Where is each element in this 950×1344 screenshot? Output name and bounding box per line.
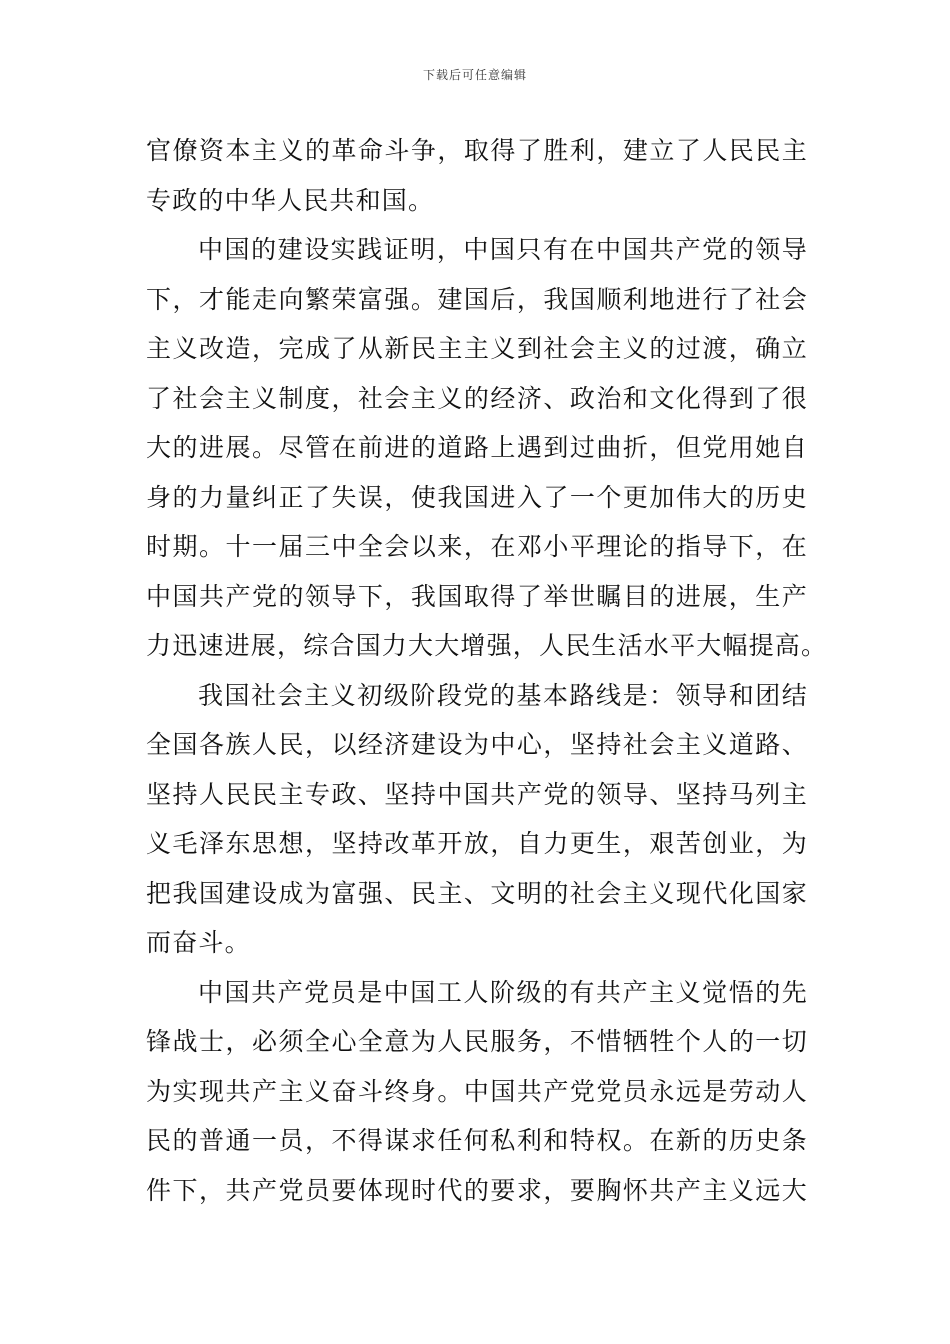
body-text <box>146 126 828 1215</box>
text-line: 锋战士，必须全心全意为人民服务，不惜牺牲个人的一切 <box>146 1027 808 1056</box>
text-line: 为实现共产主义奋斗终身。中国共产党党员永远是劳动人 <box>146 1076 808 1106</box>
text-line: 我国社会主义初级阶段党的基本路线是：领导和团结 <box>198 680 808 710</box>
text-line: 大的进展。尽管在前进的道路上遇到过曲折，但党用她自 <box>146 433 808 462</box>
text-line: 中国共产党员是中国工人阶级的有共产主义觉悟的先 <box>198 977 808 1007</box>
text-line: 力迅速进展，综合国力大大增强，人民生活水平大幅提高。 <box>146 631 828 660</box>
text-line: 下，才能走向繁荣富强。建国后，我国顺利地进行了社会 <box>146 284 808 314</box>
text-line: 专政的中华人民共和国。 <box>146 185 435 215</box>
paragraph-2 <box>146 225 828 671</box>
text-line: 中国共产党的领导下，我国取得了举世瞩目的进展，生产 <box>146 581 808 611</box>
text-line: 中国的建设实践证明，中国只有在中国共产党的领导 <box>198 235 808 264</box>
text-line: 把我国建设成为富强、民主、文明的社会主义现代化国家 <box>146 878 808 908</box>
text-line: 义毛泽东思想，坚持改革开放，自力更生，艰苦创业，为 <box>146 829 808 858</box>
text-line: 时期。十一届三中全会以来，在邓小平理论的指导下，在 <box>146 532 808 561</box>
paragraph-4 <box>146 968 808 1216</box>
paragraph-3 <box>146 671 808 968</box>
text-line: 件下，共产党员要体现时代的要求，要胸怀共产主义远大 <box>146 1175 808 1205</box>
text-line: 民的普通一员，不得谋求任何私利和特权。在新的历史条 <box>146 1126 808 1155</box>
text-line: 了社会主义制度，社会主义的经济、政治和文化得到了很 <box>146 383 808 413</box>
paragraph-1 <box>146 126 808 225</box>
text-line: 全国各族人民，以经济建设为中心，坚持社会主义道路、 <box>146 730 808 759</box>
text-line: 坚持人民民主专政、坚持中国共产党的领导、坚持马列主 <box>146 779 808 809</box>
page-header: 下载后可任意编辑 <box>422 68 527 82</box>
text-line: 而奋斗。 <box>146 928 251 957</box>
text-line: 官僚资本主义的革命斗争，取得了胜利，建立了人民民主 <box>146 136 808 165</box>
text-line: 身的力量纠正了失误，使我国进入了一个更加伟大的历史 <box>146 482 808 512</box>
text-line: 主义改造，完成了从新民主主义到社会主义的过渡，确立 <box>146 334 808 363</box>
